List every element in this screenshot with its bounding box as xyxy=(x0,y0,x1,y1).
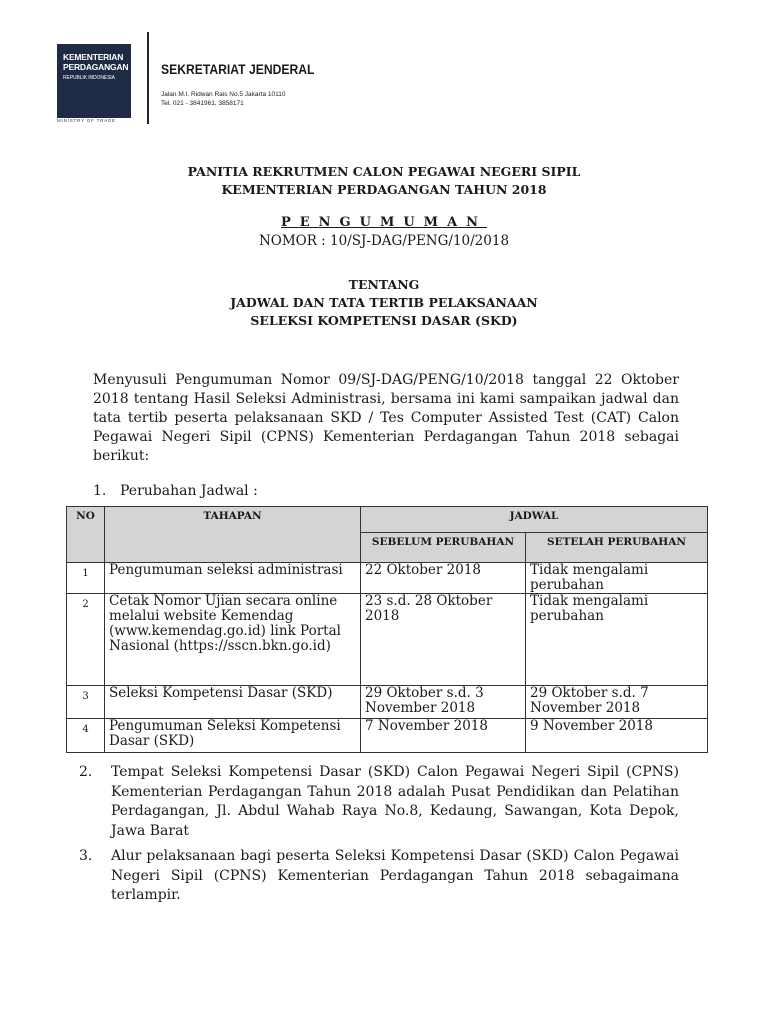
title-block xyxy=(0,163,768,330)
logo-line3: REPUBLIK INDONESIA xyxy=(63,75,115,81)
subject-line2: SELEKSI KOMPETENSI DASAR (SKD) xyxy=(250,313,518,328)
ministry-year-title: KEMENTERIAN PERDAGANGAN TAHUN 2018 xyxy=(221,182,547,197)
header-no: NO xyxy=(67,507,105,563)
row-no: 1 xyxy=(67,563,105,594)
row-stage: Cetak Nomor Ujian secara online melalui website Kemendag (www.kemendag.go.id) link Portal Nasional (https://sscn.bkn.go.id) xyxy=(105,594,361,686)
logo-line1: KEMENTERIAN xyxy=(63,52,124,62)
table-row xyxy=(67,594,708,686)
item-1-label: Perubahan Jadwal : xyxy=(120,483,258,499)
address-line: Jalan M.I. Ridwan Rais No.5 Jakarta 10110 xyxy=(161,91,286,98)
phone-line: Tel. 021 - 3841961, 3858171 xyxy=(161,100,244,107)
row-before: 23 s.d. 28 Oktober 2018 xyxy=(361,594,526,686)
announcement-number: NOMOR : 10/SJ-DAG/PENG/10/2018 xyxy=(258,233,510,249)
row-stage: Pengumuman Seleksi Kompetensi Dasar (SKD) xyxy=(105,719,361,753)
item-2-text: Tempat Seleksi Kompetensi Dasar (SKD) Calon Pegawai Negeri Sipil (CPNS) Kementerian Perdagangan Tahun 2018 adalah Pusat Pendidikan dan Pelatihan Perdagangan, Jl. Abdul Wahab Raya No.8, Kedaung, Sawangan, Kota Depok, Jawa Barat xyxy=(111,764,679,839)
header-before: SEBELUM PERUBAHAN xyxy=(361,533,526,563)
letterhead xyxy=(57,32,717,127)
item-2-number: 2. xyxy=(79,764,93,780)
item-2 xyxy=(79,763,679,841)
row-before: 22 Oktober 2018 xyxy=(361,563,526,594)
row-before: 7 November 2018 xyxy=(361,719,526,753)
logo-line2: PERDAGANGAN xyxy=(63,62,129,72)
row-before: 29 Oktober s.d. 3 November 2018 xyxy=(361,686,526,719)
letterhead-divider xyxy=(147,32,149,124)
row-after: 9 November 2018 xyxy=(526,719,708,753)
item-3 xyxy=(79,847,679,906)
table-row xyxy=(67,719,708,753)
row-stage: Pengumuman seleksi administrasi xyxy=(105,563,361,594)
subject-line1: JADWAL DAN TATA TERTIB PELAKSANAAN xyxy=(230,295,538,310)
row-after: Tidak mengalami perubahan xyxy=(526,594,708,686)
committee-title: PANITIA REKRUTMEN CALON PEGAWAI NEGERI SIPIL xyxy=(187,164,581,179)
header-stage: TAHAPAN xyxy=(105,507,361,563)
row-stage: Seleksi Kompetensi Dasar (SKD) xyxy=(105,686,361,719)
intro-paragraph: Menyusuli Pengumuman Nomor 09/SJ-DAG/PENG/10/2018 tanggal 22 Oktober 2018 tentang Hasil Seleksi Administrasi, bersama ini kami sampaikan jadwal dan tata tertib peserta pelaksanaan SKD / Tes Computer Assisted Test (CAT) Calon Pegawai Negeri Sipil (CPNS) Kementerian Perdagangan Tahun 2018 sebagai berikut: xyxy=(93,372,679,464)
schedule-table xyxy=(66,506,708,753)
item-3-number: 3. xyxy=(79,848,93,864)
item-1-number: 1. xyxy=(93,483,107,499)
logo-caption: MINISTRY OF TRADE xyxy=(57,118,116,123)
row-no: 2 xyxy=(67,594,105,686)
row-no: 4 xyxy=(67,719,105,753)
item-1 xyxy=(93,482,258,500)
ministry-logo xyxy=(57,44,131,118)
header-after: SETELAH PERUBAHAN xyxy=(526,533,708,563)
row-after: 29 Oktober s.d. 7 November 2018 xyxy=(526,686,708,719)
table-row xyxy=(67,563,708,594)
announcement-heading: PENGUMUMAN xyxy=(280,215,488,230)
row-no: 3 xyxy=(67,686,105,719)
item-3-text: Alur pelaksanaan bagi peserta Seleksi Kompetensi Dasar (SKD) Calon Pegawai Negeri Sipil (CPNS) Kementerian Perdagangan Tahun 2018 sebagaimana terlampir. xyxy=(111,848,679,903)
about-label: TENTANG xyxy=(348,277,420,292)
org-address xyxy=(161,90,286,108)
org-name: SEKRETARIAT JENDERAL xyxy=(161,62,315,77)
subject-block xyxy=(0,276,768,330)
header-schedule: JADWAL xyxy=(361,507,708,533)
row-after: Tidak mengalami perubahan xyxy=(526,563,708,594)
table-row xyxy=(67,686,708,719)
